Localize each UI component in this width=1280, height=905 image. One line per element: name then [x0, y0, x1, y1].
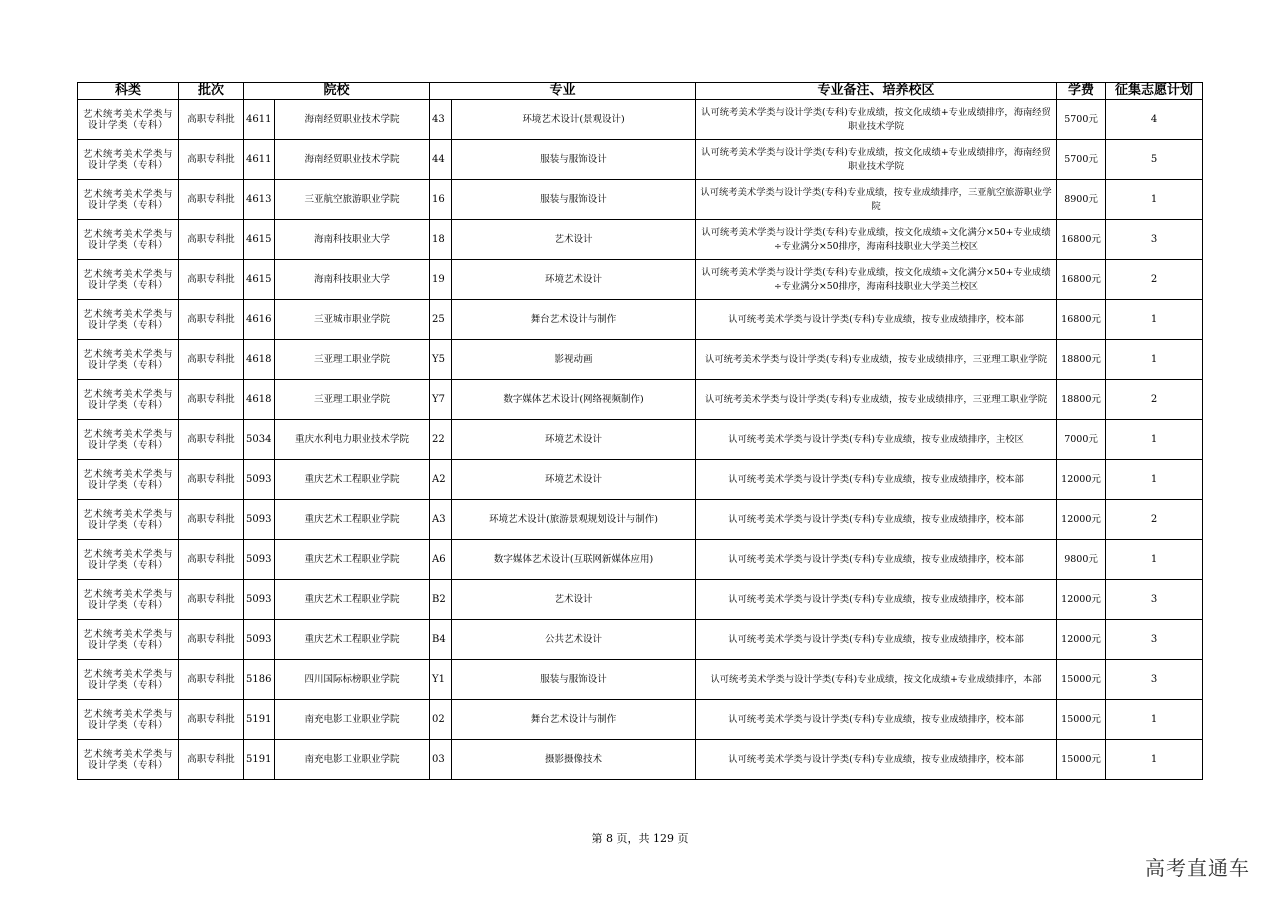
- cell-school-code: 5093: [244, 540, 275, 580]
- cell-major: 环境艺术设计(旅游景观规划设计与制作): [452, 500, 696, 540]
- cell-major: 摄影摄像技术: [452, 740, 696, 780]
- table-row: [78, 540, 1203, 580]
- cell-plan: 5: [1106, 140, 1203, 180]
- cell-tuition: 12000元: [1057, 620, 1106, 660]
- cell-note: 认可统考美术学类与设计学类(专科)专业成绩，按文化成绩+专业成绩排序，海南经贸职业技术学院: [696, 100, 1057, 140]
- table-row: [78, 660, 1203, 700]
- cell-school-code: 4618: [244, 380, 275, 420]
- cell-tuition: 15000元: [1057, 660, 1106, 700]
- cell-batch: 高职专科批: [179, 540, 244, 580]
- cell-school: 海南科技职业大学: [275, 260, 430, 300]
- cell-note: 认可统考美术学类与设计学类(专科)专业成绩，按文化成绩+专业成绩排序，海南经贸职业技术学院: [696, 140, 1057, 180]
- cell-major-code: 16: [430, 180, 452, 220]
- cell-tuition: 5700元: [1057, 100, 1106, 140]
- cell-tuition: 9800元: [1057, 540, 1106, 580]
- cell-batch: 高职专科批: [179, 100, 244, 140]
- cell-tuition: 12000元: [1057, 580, 1106, 620]
- cell-note: 认可统考美术学类与设计学类(专科)专业成绩，按专业成绩排序，校本部: [696, 740, 1057, 780]
- cell-batch: 高职专科批: [179, 660, 244, 700]
- cell-note: 认可统考美术学类与设计学类(专科)专业成绩，按专业成绩排序，三亚理工职业学院: [696, 380, 1057, 420]
- cell-plan: 1: [1106, 300, 1203, 340]
- cell-major: 服装与服饰设计: [452, 180, 696, 220]
- cell-major-code: Y7: [430, 380, 452, 420]
- cell-school-code: 4615: [244, 260, 275, 300]
- cell-plan: 1: [1106, 180, 1203, 220]
- cell-plan: 3: [1106, 660, 1203, 700]
- cell-school-code: 4611: [244, 100, 275, 140]
- cell-note: 认可统考美术学类与设计学类(专科)专业成绩，按专业成绩排序，校本部: [696, 300, 1057, 340]
- cell-plan: 1: [1106, 460, 1203, 500]
- cell-major-code: 18: [430, 220, 452, 260]
- cell-plan: 1: [1106, 700, 1203, 740]
- table-row: [78, 420, 1203, 460]
- cell-tuition: 5700元: [1057, 140, 1106, 180]
- cell-batch: 高职专科批: [179, 300, 244, 340]
- cell-major: 环境艺术设计: [452, 460, 696, 500]
- cell-batch: 高职专科批: [179, 460, 244, 500]
- cell-category: 艺术统考美术学类与设计学类（专科）: [78, 420, 179, 460]
- table-row: [78, 220, 1203, 260]
- cell-batch: 高职专科批: [179, 340, 244, 380]
- cell-school: 三亚理工职业学院: [275, 380, 430, 420]
- cell-school: 重庆艺术工程职业学院: [275, 620, 430, 660]
- cell-plan: 3: [1106, 220, 1203, 260]
- header-major: 专业: [430, 83, 696, 100]
- cell-school: 海南科技职业大学: [275, 220, 430, 260]
- cell-category: 艺术统考美术学类与设计学类（专科）: [78, 300, 179, 340]
- cell-plan: 3: [1106, 580, 1203, 620]
- cell-major-code: 03: [430, 740, 452, 780]
- cell-school-code: 4616: [244, 300, 275, 340]
- cell-school: 南充电影工业职业学院: [275, 700, 430, 740]
- cell-school: 重庆艺术工程职业学院: [275, 500, 430, 540]
- cell-major-code: Y5: [430, 340, 452, 380]
- cell-school: 三亚理工职业学院: [275, 340, 430, 380]
- cell-note: 认可统考美术学类与设计学类(专科)专业成绩，按专业成绩排序，三亚航空旅游职业学院: [696, 180, 1057, 220]
- cell-school: 三亚航空旅游职业学院: [275, 180, 430, 220]
- cell-category: 艺术统考美术学类与设计学类（专科）: [78, 100, 179, 140]
- cell-batch: 高职专科批: [179, 740, 244, 780]
- cell-tuition: 16800元: [1057, 300, 1106, 340]
- cell-category: 艺术统考美术学类与设计学类（专科）: [78, 460, 179, 500]
- cell-batch: 高职专科批: [179, 220, 244, 260]
- cell-tuition: 15000元: [1057, 700, 1106, 740]
- cell-category: 艺术统考美术学类与设计学类（专科）: [78, 340, 179, 380]
- cell-school: 重庆艺术工程职业学院: [275, 540, 430, 580]
- cell-school-code: 4611: [244, 140, 275, 180]
- table-row: [78, 740, 1203, 780]
- cell-note: 认可统考美术学类与设计学类(专科)专业成绩，按专业成绩排序，校本部: [696, 460, 1057, 500]
- table-row: [78, 100, 1203, 140]
- cell-plan: 3: [1106, 620, 1203, 660]
- cell-school-code: 5034: [244, 420, 275, 460]
- cell-batch: 高职专科批: [179, 180, 244, 220]
- cell-category: 艺术统考美术学类与设计学类（专科）: [78, 620, 179, 660]
- cell-major-code: 43: [430, 100, 452, 140]
- cell-school-code: 4618: [244, 340, 275, 380]
- cell-major-code: 22: [430, 420, 452, 460]
- cell-plan: 1: [1106, 420, 1203, 460]
- cell-note: 认可统考美术学类与设计学类(专科)专业成绩，按专业成绩排序，主校区: [696, 420, 1057, 460]
- cell-category: 艺术统考美术学类与设计学类（专科）: [78, 660, 179, 700]
- cell-major: 艺术设计: [452, 580, 696, 620]
- cell-category: 艺术统考美术学类与设计学类（专科）: [78, 380, 179, 420]
- cell-major: 数字媒体艺术设计(网络视频制作): [452, 380, 696, 420]
- cell-category: 艺术统考美术学类与设计学类（专科）: [78, 140, 179, 180]
- cell-school-code: 5186: [244, 660, 275, 700]
- cell-major-code: 25: [430, 300, 452, 340]
- cell-school: 重庆艺术工程职业学院: [275, 460, 430, 500]
- cell-school-code: 4613: [244, 180, 275, 220]
- cell-major: 影视动画: [452, 340, 696, 380]
- cell-plan: 2: [1106, 260, 1203, 300]
- cell-major: 艺术设计: [452, 220, 696, 260]
- cell-major: 服装与服饰设计: [452, 660, 696, 700]
- cell-major: 数字媒体艺术设计(互联网新媒体应用): [452, 540, 696, 580]
- table-row: [78, 460, 1203, 500]
- cell-note: 认可统考美术学类与设计学类(专科)专业成绩，按专业成绩排序，校本部: [696, 700, 1057, 740]
- cell-school: 南充电影工业职业学院: [275, 740, 430, 780]
- cell-major: 服装与服饰设计: [452, 140, 696, 180]
- header-batch: 批次: [179, 83, 244, 100]
- cell-school: 海南经贸职业技术学院: [275, 100, 430, 140]
- cell-note: 认可统考美术学类与设计学类(专科)专业成绩，按文化成绩÷文化满分×50+专业成绩÷专业满分×50排序，海南科技职业大学美兰校区: [696, 220, 1057, 260]
- cell-note: 认可统考美术学类与设计学类(专科)专业成绩，按专业成绩排序，校本部: [696, 500, 1057, 540]
- cell-major-code: A6: [430, 540, 452, 580]
- cell-batch: 高职专科批: [179, 260, 244, 300]
- cell-category: 艺术统考美术学类与设计学类（专科）: [78, 500, 179, 540]
- page-number: 第 8 页，共 129 页: [591, 832, 689, 845]
- cell-major-code: 02: [430, 700, 452, 740]
- cell-major-code: 19: [430, 260, 452, 300]
- cell-tuition: 7000元: [1057, 420, 1106, 460]
- cell-tuition: 18800元: [1057, 380, 1106, 420]
- cell-school-code: 5093: [244, 580, 275, 620]
- cell-note: 认可统考美术学类与设计学类(专科)专业成绩，按专业成绩排序，三亚理工职业学院: [696, 340, 1057, 380]
- cell-major-code: A2: [430, 460, 452, 500]
- cell-note: 认可统考美术学类与设计学类(专科)专业成绩，按专业成绩排序，校本部: [696, 540, 1057, 580]
- header-note: 专业备注、培养校区: [696, 83, 1057, 100]
- cell-tuition: 12000元: [1057, 460, 1106, 500]
- cell-category: 艺术统考美术学类与设计学类（专科）: [78, 540, 179, 580]
- table-row: [78, 340, 1203, 380]
- table-row: [78, 620, 1203, 660]
- cell-school: 海南经贸职业技术学院: [275, 140, 430, 180]
- cell-major-code: Y1: [430, 660, 452, 700]
- header-school: 院校: [244, 83, 430, 100]
- cell-note: 认可统考美术学类与设计学类(专科)专业成绩，按专业成绩排序，校本部: [696, 580, 1057, 620]
- cell-category: 艺术统考美术学类与设计学类（专科）: [78, 180, 179, 220]
- cell-major: 环境艺术设计: [452, 260, 696, 300]
- cell-tuition: 16800元: [1057, 220, 1106, 260]
- cell-batch: 高职专科批: [179, 500, 244, 540]
- cell-school: 三亚城市职业学院: [275, 300, 430, 340]
- cell-school-code: 4615: [244, 220, 275, 260]
- cell-plan: 2: [1106, 380, 1203, 420]
- cell-plan: 1: [1106, 540, 1203, 580]
- cell-major: 舞台艺术设计与制作: [452, 700, 696, 740]
- cell-plan: 2: [1106, 500, 1203, 540]
- cell-batch: 高职专科批: [179, 620, 244, 660]
- watermark-text: 高考直通车: [1145, 856, 1250, 880]
- cell-school-code: 5093: [244, 460, 275, 500]
- table-row: [78, 300, 1203, 340]
- table-row: [78, 500, 1203, 540]
- cell-school-code: 5191: [244, 700, 275, 740]
- cell-major-code: A3: [430, 500, 452, 540]
- cell-school-code: 5093: [244, 620, 275, 660]
- cell-plan: 1: [1106, 340, 1203, 380]
- cell-category: 艺术统考美术学类与设计学类（专科）: [78, 740, 179, 780]
- cell-school: 重庆水利电力职业技术学院: [275, 420, 430, 460]
- header-tuition: 学费: [1057, 83, 1106, 100]
- cell-batch: 高职专科批: [179, 420, 244, 460]
- cell-category: 艺术统考美术学类与设计学类（专科）: [78, 260, 179, 300]
- cell-category: 艺术统考美术学类与设计学类（专科）: [78, 220, 179, 260]
- cell-major-code: B4: [430, 620, 452, 660]
- cell-tuition: 15000元: [1057, 740, 1106, 780]
- cell-school: 四川国际标榜职业学院: [275, 660, 430, 700]
- table-row: [78, 580, 1203, 620]
- table-row: [78, 700, 1203, 740]
- cell-batch: 高职专科批: [179, 700, 244, 740]
- cell-note: 认可统考美术学类与设计学类(专科)专业成绩，按专业成绩排序，校本部: [696, 620, 1057, 660]
- table-body: [78, 100, 1203, 780]
- table-row: [78, 260, 1203, 300]
- cell-batch: 高职专科批: [179, 380, 244, 420]
- cell-school-code: 5191: [244, 740, 275, 780]
- table-row: [78, 140, 1203, 180]
- cell-school-code: 5093: [244, 500, 275, 540]
- cell-plan: 1: [1106, 740, 1203, 780]
- cell-major-code: B2: [430, 580, 452, 620]
- table-row: [78, 380, 1203, 420]
- cell-batch: 高职专科批: [179, 580, 244, 620]
- table-row: [78, 180, 1203, 220]
- cell-note: 认可统考美术学类与设计学类(专科)专业成绩，按文化成绩÷文化满分×50+专业成绩÷专业满分×50排序，海南科技职业大学美兰校区: [696, 260, 1057, 300]
- cell-tuition: 8900元: [1057, 180, 1106, 220]
- cell-tuition: 16800元: [1057, 260, 1106, 300]
- cell-batch: 高职专科批: [179, 140, 244, 180]
- cell-note: 认可统考美术学类与设计学类(专科)专业成绩，按文化成绩+专业成绩排序，本部: [696, 660, 1057, 700]
- cell-tuition: 12000元: [1057, 500, 1106, 540]
- cell-major: 舞台艺术设计与制作: [452, 300, 696, 340]
- cell-category: 艺术统考美术学类与设计学类（专科）: [78, 700, 179, 740]
- header-row: [78, 83, 1203, 100]
- cell-major: 公共艺术设计: [452, 620, 696, 660]
- cell-major-code: 44: [430, 140, 452, 180]
- admission-plan-table: [77, 82, 1203, 780]
- cell-plan: 4: [1106, 100, 1203, 140]
- cell-major: 环境艺术设计(景观设计): [452, 100, 696, 140]
- cell-tuition: 18800元: [1057, 340, 1106, 380]
- header-plan: 征集志愿计划: [1106, 83, 1203, 100]
- cell-major: 环境艺术设计: [452, 420, 696, 460]
- cell-category: 艺术统考美术学类与设计学类（专科）: [78, 580, 179, 620]
- header-category: 科类: [78, 83, 179, 100]
- cell-school: 重庆艺术工程职业学院: [275, 580, 430, 620]
